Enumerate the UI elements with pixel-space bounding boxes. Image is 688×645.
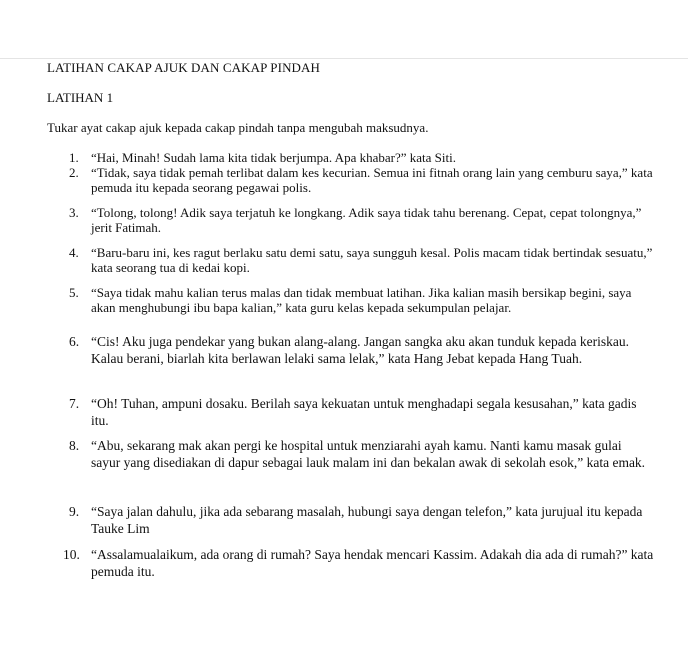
question-item-1 [69, 150, 654, 165]
question-text: “Tolong, tolong! Adik saya terjatuh ke longkang. Adik saya tidak tahu berenang. Cepat, cepat tolongnya,” jerit Fatimah. [91, 205, 642, 235]
question-text: “Saya tidak mahu kalian terus malas dan tidak membuat latihan. Jika kalian masih bersikap begini, saya akan menghubungi ibu bapa kalian,” kata guru kelas kepada sekumpulan pelajar. [91, 285, 632, 315]
question-item-10 [63, 546, 654, 580]
question-text: “Baru-baru ini, kes ragut berlaku satu demi satu, saya sungguh kesal. Polis macam tidak bertindak sesuatu,” kata seorang tua di kedai kopi. [91, 245, 653, 275]
question-number: 10. [63, 547, 80, 562]
question-number: 5. [69, 285, 79, 300]
question-number: 4. [69, 245, 79, 260]
question-item-6 [69, 333, 654, 367]
question-item-4 [69, 245, 654, 275]
question-text: “Tidak, saya tidak pemah terlibat dalam kes kecurian. Semua ini fitnah orang lain yang cemburu saya,” kata pemuda itu kepada seorang pegawai polis. [91, 165, 653, 195]
question-number: 1. [69, 150, 79, 165]
question-number: 3. [69, 205, 79, 220]
instruction-text: Tukar ayat cakap ajuk kepada cakap pindah tanpa mengubah maksudnya. [47, 120, 429, 135]
question-number: 8. [69, 438, 80, 453]
question-text: “Assalamualaikum, ada orang di rumah? Saya hendak mencari Kassim. Adakah dia ada di rumah?” kata pemuda itu. [91, 547, 654, 579]
question-text: “Saya jalan dahulu, jika ada sebarang masalah, hubungi saya dengan telefon,” kata jurujual itu kepada Tauke Lim [91, 504, 643, 536]
question-text: “Hai, Minah! Sudah lama kita tidak berjumpa. Apa khabar?” kata Siti. [91, 150, 456, 165]
exercise-heading: LATIHAN 1 [47, 90, 114, 105]
question-text: “Abu, sekarang mak akan pergi ke hospital untuk menziarahi ayah kamu. Nanti kamu masak gulai sayur yang disediakan di dapur sebagai lauk malam ini dan bekalan awak di sekolah esok,” kata emak. [91, 438, 646, 470]
question-item-8 [69, 437, 654, 471]
question-text: “Oh! Tuhan, ampuni dosaku. Berilah saya kekuatan untuk menghadapi segala kesusahan,” kata gadis itu. [91, 396, 637, 428]
question-number: 9. [69, 504, 80, 519]
question-number: 6. [69, 334, 80, 349]
question-text: “Cis! Aku juga pendekar yang bukan alang-alang. Jangan sangka aku akan tunduk kepada keriskau. Kalau berani, biarlah kita berlawan lelaki sama lelak,” kata Hang Jebat kepada Hang Tuah. [91, 334, 629, 366]
question-item-5 [69, 285, 654, 315]
question-item-7 [69, 395, 654, 429]
question-number: 2. [69, 165, 79, 180]
worksheet-title: LATIHAN CAKAP AJUK DAN CAKAP PINDAH [47, 60, 321, 75]
question-item-3 [69, 205, 654, 235]
question-item-2 [69, 165, 654, 195]
question-item-9 [69, 503, 654, 537]
question-number: 7. [69, 396, 80, 411]
